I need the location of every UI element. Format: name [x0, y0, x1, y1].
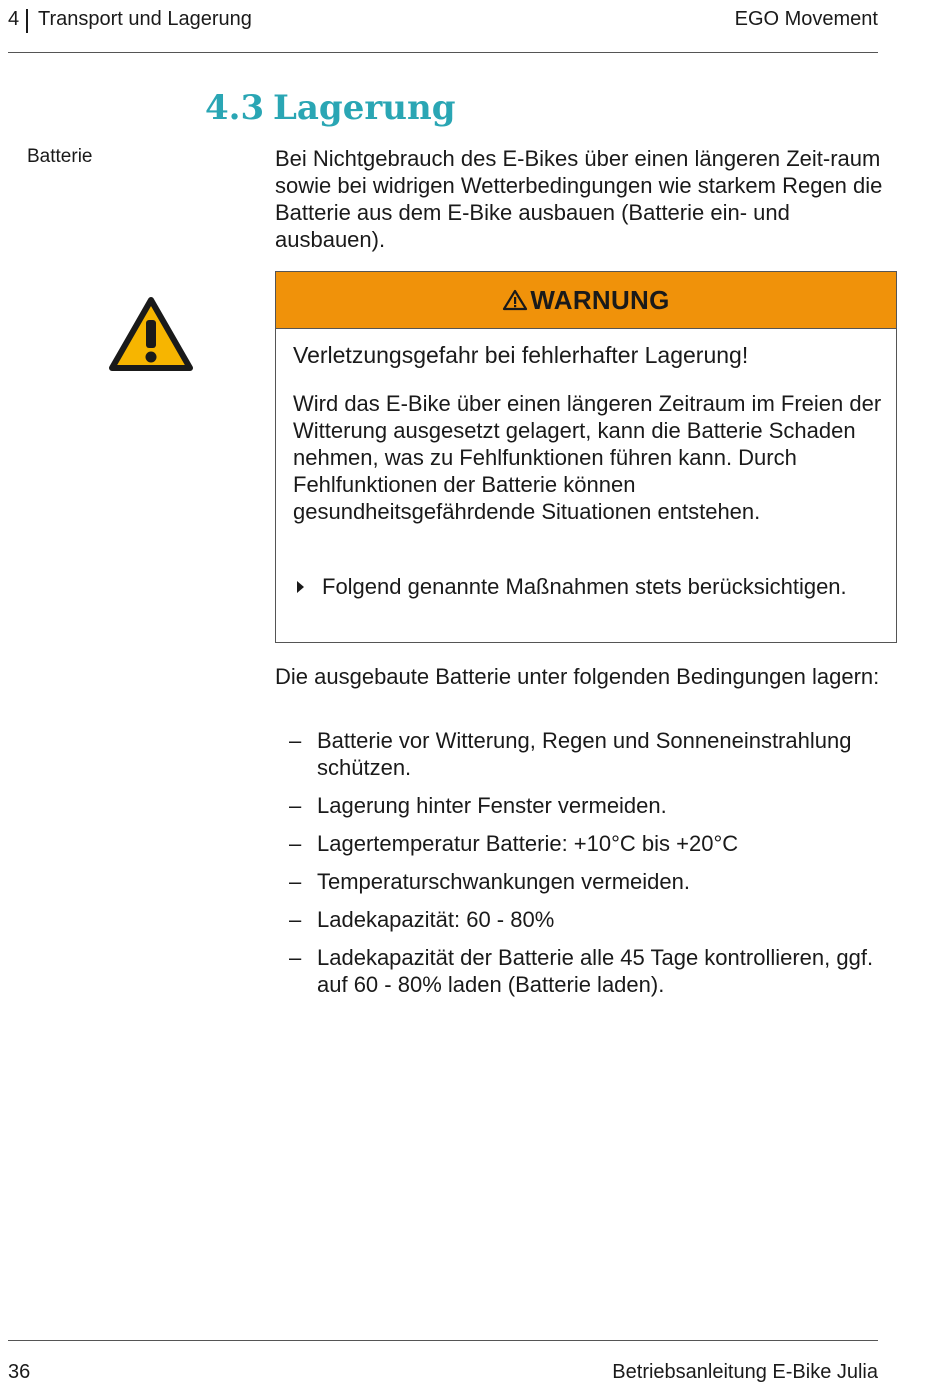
chapter-number: 4	[8, 8, 20, 30]
warning-title: Verletzungsgefahr bei fehlerhafter Lagerung!	[293, 342, 749, 368]
warning-text: Wird das E-Bike über einen längeren Zeitraum im Freien der Witterung ausgesetzt gelagert, kann die Batterie Schaden nehmen, was zu Fehlfunktionen führen kann. Durch Fehlfunktionen der Batterie können gesundheitsgefährdende Situationen entstehen.	[293, 391, 882, 524]
warning-box	[275, 271, 897, 643]
warning-small-icon	[502, 289, 528, 311]
warning-label: WARNUNG	[530, 284, 670, 315]
list-item	[275, 792, 900, 819]
margin-label: Batterie	[27, 146, 93, 167]
warning-action	[293, 572, 883, 601]
list-item	[275, 727, 900, 781]
warning-action-text: Folgend genannte Maßnahmen stets berücksichtigen.	[322, 574, 847, 599]
page-header	[8, 8, 878, 36]
warning-triangle-icon	[108, 296, 194, 372]
list-item	[275, 868, 900, 895]
list-dash: –	[289, 831, 302, 856]
section-title: Lagerung	[273, 88, 456, 128]
list-dash: –	[289, 793, 302, 818]
document-title: Betriebsanleitung E-Bike Julia	[612, 1361, 878, 1383]
list-item-text: Ladekapazität der Batterie alle 45 Tage kontrollieren, ggf. auf 60 - 80% laden (Batterie laden).	[317, 945, 874, 997]
list-item	[275, 944, 900, 998]
conditions-intro: Die ausgebaute Batterie unter folgenden Bedingungen lagern:	[275, 664, 880, 689]
list-item	[275, 830, 900, 857]
warning-banner	[276, 272, 896, 329]
footer-divider	[8, 1340, 878, 1341]
chapter-title: Transport und Lagerung	[38, 8, 252, 30]
list-item-text: Temperaturschwankungen vermeiden.	[317, 869, 690, 894]
list-item-text: Lagerung hinter Fenster vermeiden.	[317, 793, 667, 818]
header-separator	[26, 9, 28, 33]
conditions-list	[275, 727, 900, 1009]
list-dash: –	[289, 945, 302, 970]
action-arrow-icon	[297, 581, 304, 593]
list-item-text: Ladekapazität: 60 - 80%	[317, 907, 555, 932]
list-dash: –	[289, 907, 302, 932]
intro-paragraph: Bei Nichtgebrauch des E-Bikes über einen längeren Zeit-raum sowie bei widrigen Wetterbedingungen wie starkem Regen die Batterie aus dem E-Bike ausbauen (Batterie ein- und ausbauen).	[275, 146, 883, 252]
list-item-text: Lagertemperatur Batterie: +10°C bis +20°C	[317, 831, 739, 856]
list-dash: –	[289, 728, 302, 753]
list-dash: –	[289, 869, 302, 894]
brand-name: EGO Movement	[734, 8, 878, 30]
section-heading	[205, 88, 455, 128]
list-item	[275, 906, 900, 933]
list-item-text: Batterie vor Witterung, Regen und Sonneneinstrahlung schützen.	[317, 728, 852, 780]
header-divider	[8, 52, 878, 53]
page-number: 36	[8, 1361, 31, 1383]
section-number: 4.3	[205, 88, 265, 128]
